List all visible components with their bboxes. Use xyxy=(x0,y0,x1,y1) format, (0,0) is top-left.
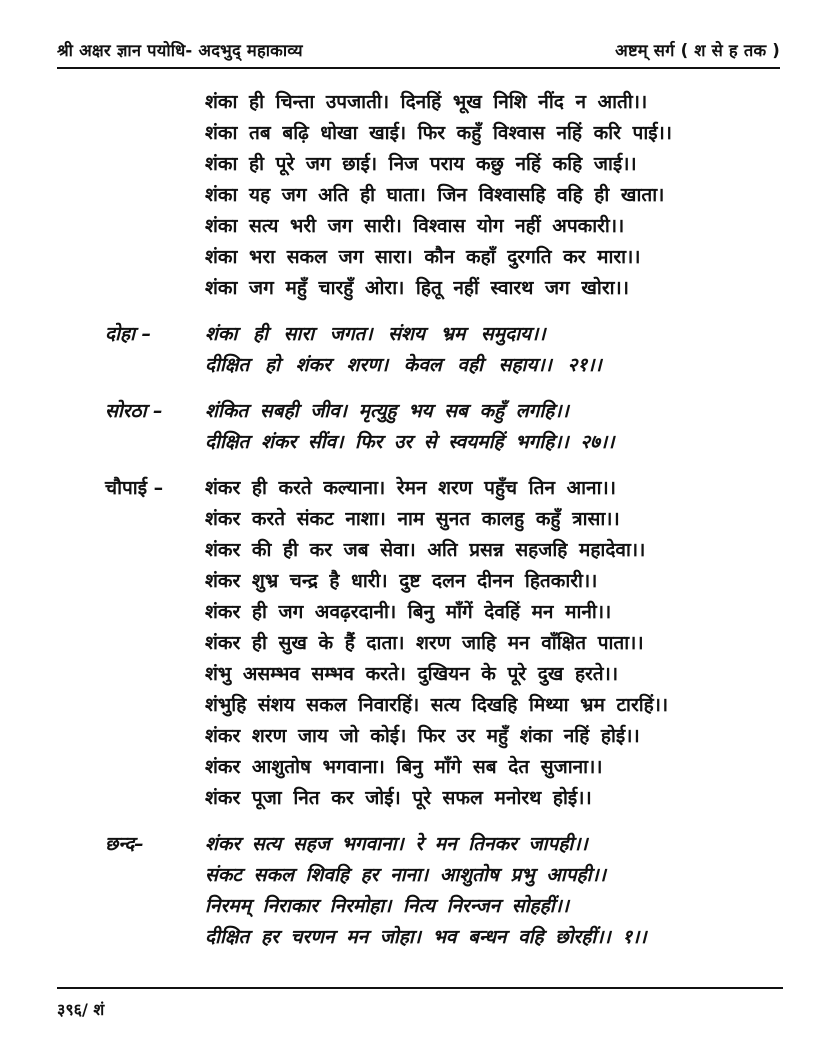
section-verses-doha xyxy=(205,319,780,381)
verse-line: निरमम् निराकार निरमोहा। नित्य निरन्जन सोहहीं।। xyxy=(205,895,570,917)
verse-line: शंकर शुभ्र चन्द्र है धारी। दुष्ट दलन दीनन हितकारी।। xyxy=(205,570,598,592)
verse-line: शंभु असम्भव सम्भव करते। दुखियन के पूरे दुख हरते।। xyxy=(205,663,619,685)
section-verses-soratha xyxy=(205,396,780,458)
verse-line: शंका यह जग अति ही घाता। जिन विश्वासहि वहि ही खाता। xyxy=(205,184,665,206)
verse-line: शंकर सत्य सहज भगवाना। रे मन तिनकर जापही।। xyxy=(205,833,588,855)
header-book-title: श्री अक्षर ज्ञान पयोधि- अदभुद् महाकाव्य xyxy=(57,41,303,60)
verse-line: शंभुहि संशय सकल निवारहिं। सत्य दिखहि मिथ्या भ्रम टारहिं।। xyxy=(205,694,669,716)
verse-line: शंकर ही जग अवढ़रदानी। बिनु माँगें देवहिं मन मानी।। xyxy=(205,601,612,623)
verse-section-opening xyxy=(57,87,780,304)
page-footer xyxy=(57,987,783,1021)
verse-line: शंकर ही सुख के हैं दाता। शरण जाहि मन वाँक्षित पाता।। xyxy=(205,632,644,654)
verse-line: दीक्षित हर चरणन मन जोहा। भव बन्धन वहि छोरहीं।। १।। xyxy=(205,926,647,948)
page-number: ३९६/ शं xyxy=(57,1000,105,1019)
verse-line: शंकर ही करते कल्याना। रेमन शरण पहुँच तिन आना।। xyxy=(205,477,616,499)
section-label-soratha: सोरठा – xyxy=(105,400,163,422)
verse-line: शंका भरा सकल जग सारा। कौन कहाँ दुरगति कर मारा।। xyxy=(205,246,641,268)
section-verses-chaupai xyxy=(205,473,780,814)
verse-line: दीक्षित हो शंकर शरण। केवल वही सहाय।। २१।। xyxy=(205,354,602,376)
header-rule xyxy=(57,67,780,69)
footer-rule xyxy=(57,987,783,990)
section-label-opening xyxy=(57,87,205,304)
page-header xyxy=(57,38,780,61)
verse-line: दीक्षित शंकर सींव। फिर उर से स्वयमहिं भगहि।। २७।। xyxy=(205,431,615,453)
verse-line: शंकर आशुतोष भगवाना। बिनु माँगे सब देत सुजाना।। xyxy=(205,756,603,778)
verse-line: शंका ही सारा जगत। संशय भ्रम समुदाय।। xyxy=(205,323,546,345)
section-label-doha: दोहा – xyxy=(105,323,152,345)
verse-section-doha xyxy=(57,319,780,381)
verse-section-soratha xyxy=(57,396,780,458)
page-body xyxy=(57,87,780,953)
section-label-chaupai: चौपाई – xyxy=(105,477,164,499)
verse-line: शंकर करते संकट नाशा। नाम सुनत कालहु कहुँ त्रासा।। xyxy=(205,508,620,530)
verse-line: शंका जग महुँ चारहुँ ओरा। हितू नहीं स्वारथ जग खोरा।। xyxy=(205,277,629,299)
section-verses-opening xyxy=(205,87,780,304)
verse-line: शंका सत्य भरी जग सारी। विश्वास योग नहीं अपकारी।। xyxy=(205,215,625,237)
section-label-chhand: छन्द– xyxy=(105,833,144,855)
section-verses-chhand xyxy=(205,829,780,953)
verse-line: शंकर की ही कर जब सेवा। अति प्रसन्न सहजहि महादेवा।। xyxy=(205,539,646,561)
verse-section-chaupai xyxy=(57,473,780,814)
header-chapter-title: अष्टम् सर्ग ( श से ह तक ) xyxy=(615,41,780,60)
verse-line: शंका ही चिन्ता उपजाती। दिनहिं भूख निशि नींद न आती।। xyxy=(205,91,648,113)
verse-line: शंका ही पूरे जग छाई। निज पराय कछु नहिं कहि जाई।। xyxy=(205,153,637,175)
verse-line: शंकर पूजा नित कर जोई। पूरे सफल मनोरथ होई।। xyxy=(205,787,592,809)
verse-section-chhand xyxy=(57,829,780,953)
verse-line: संकट सकल शिवहि हर नाना। आशुतोष प्रभु आपही।। xyxy=(205,864,606,886)
verse-line: शंकर शरण जाय जो कोई। फिर उर महुँ शंका नहिं होई।। xyxy=(205,725,640,747)
verse-line: शंकित सबही जीव। मृत्युहु भय सब कहुँ लगहि।। xyxy=(205,400,569,422)
verse-line: शंका तब बढ़ि धोखा खाई। फिर कहुँ विश्वास नहिं करि पाई।। xyxy=(205,122,672,144)
